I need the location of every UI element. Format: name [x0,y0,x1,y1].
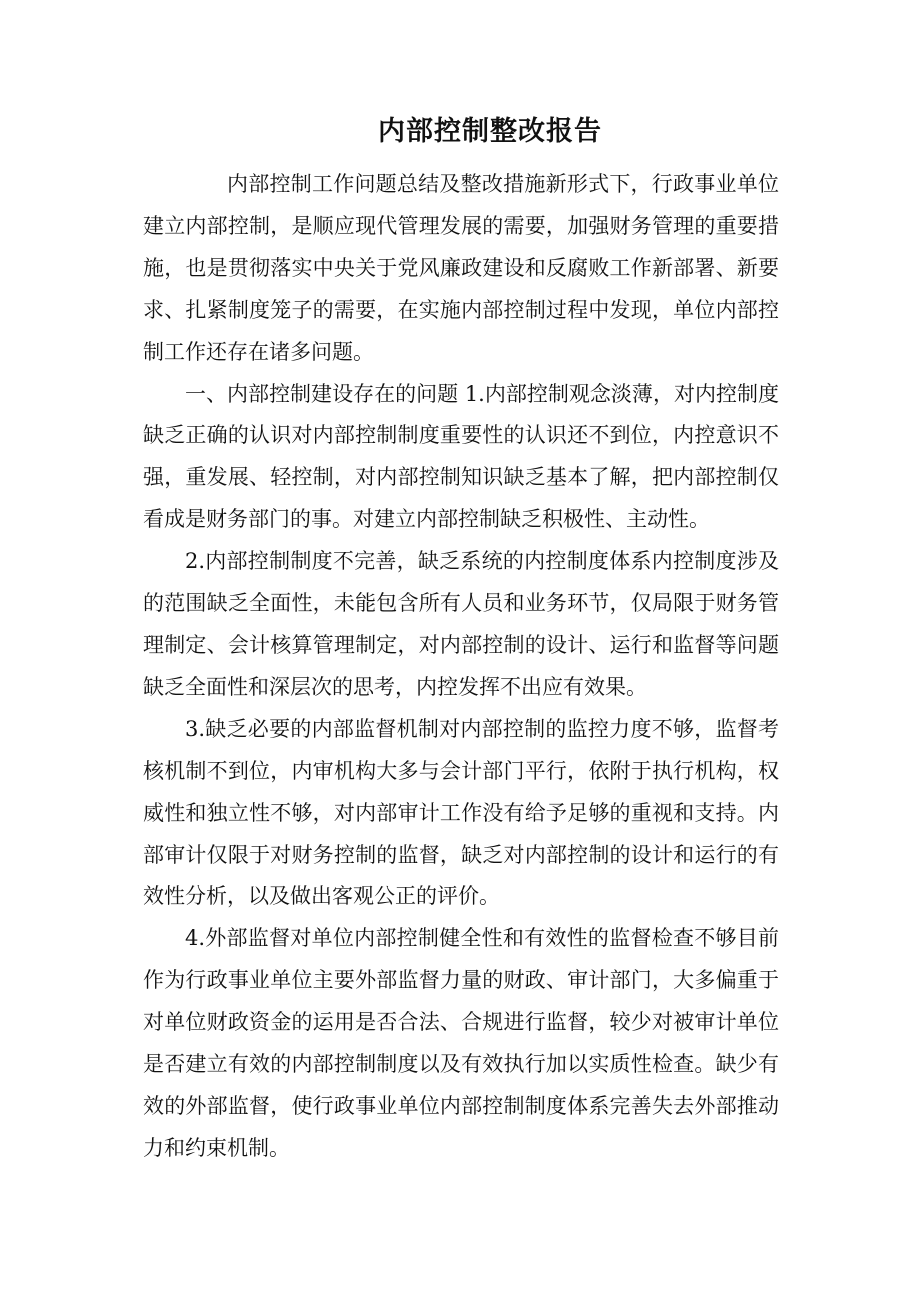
paragraph-intro: 内部控制工作问题总结及整改措施新形式下，行政事业单位建立内部控制，是顺应现代管理发展的需要，加强财务管理的重要措施，也是贯彻落实中央关于党风廉政建设和反腐败工作新部署、新要求、扎紧制度笼子的需要，在实施内部控制过程中发现，单位内部控制工作还存在诸多问题。 [143,172,779,364]
paragraph-item-3: 3.缺乏必要的内部监督机制对内部控制的监控力度不够，监督考核机制不到位，内审机构大多与会计部门平行，依附于执行机构，权威性和独立性不够，对内部审计工作没有给予足够的重视和支持。内部审计仅限于对财务控制的监督，缺乏对内部控制的设计和运行的有效性分析，以及做出客观公正的评价。 [143,716,779,909]
paragraph-item-4: 4.外部监督对单位内部控制健全性和有效性的监督检查不够目前作为行政事业单位主要外部监督力量的财政、审计部门，大多偏重于对单位财政资金的运用是否合法、合规进行监督，较少对被审计单位是否建立有效的内部控制制度以及有效执行加以实质性检查。缺少有效的外部监督，使行政事业单位内部控制制度体系完善失去外部推动力和约束机制。 [143,926,779,1160]
paragraph-section-1: 一、内部控制建设存在的问题 1.内部控制观念淡薄，对内控制度缺乏正确的认识对内部控制制度重要性的认识还不到位，内控意识不强，重发展、轻控制，对内部控制知识缺乏基本了解，把内部控制仅看成是财务部门的事。对建立内部控制缺乏积极性、主动性。 [143,381,779,532]
document-body [143,164,779,1170]
paragraph-item-2: 2.内部控制制度不完善，缺乏系统的内控制度体系内控制度涉及的范围缺乏全面性，未能包含所有人员和业务环节，仅局限于财务管理制定、会计核算管理制定，对内部控制的设计、运行和监督等问题缺乏全面性和深层次的思考，内控发挥不出应有效果。 [143,549,779,699]
document-title: 内部控制整改报告 [378,116,602,147]
